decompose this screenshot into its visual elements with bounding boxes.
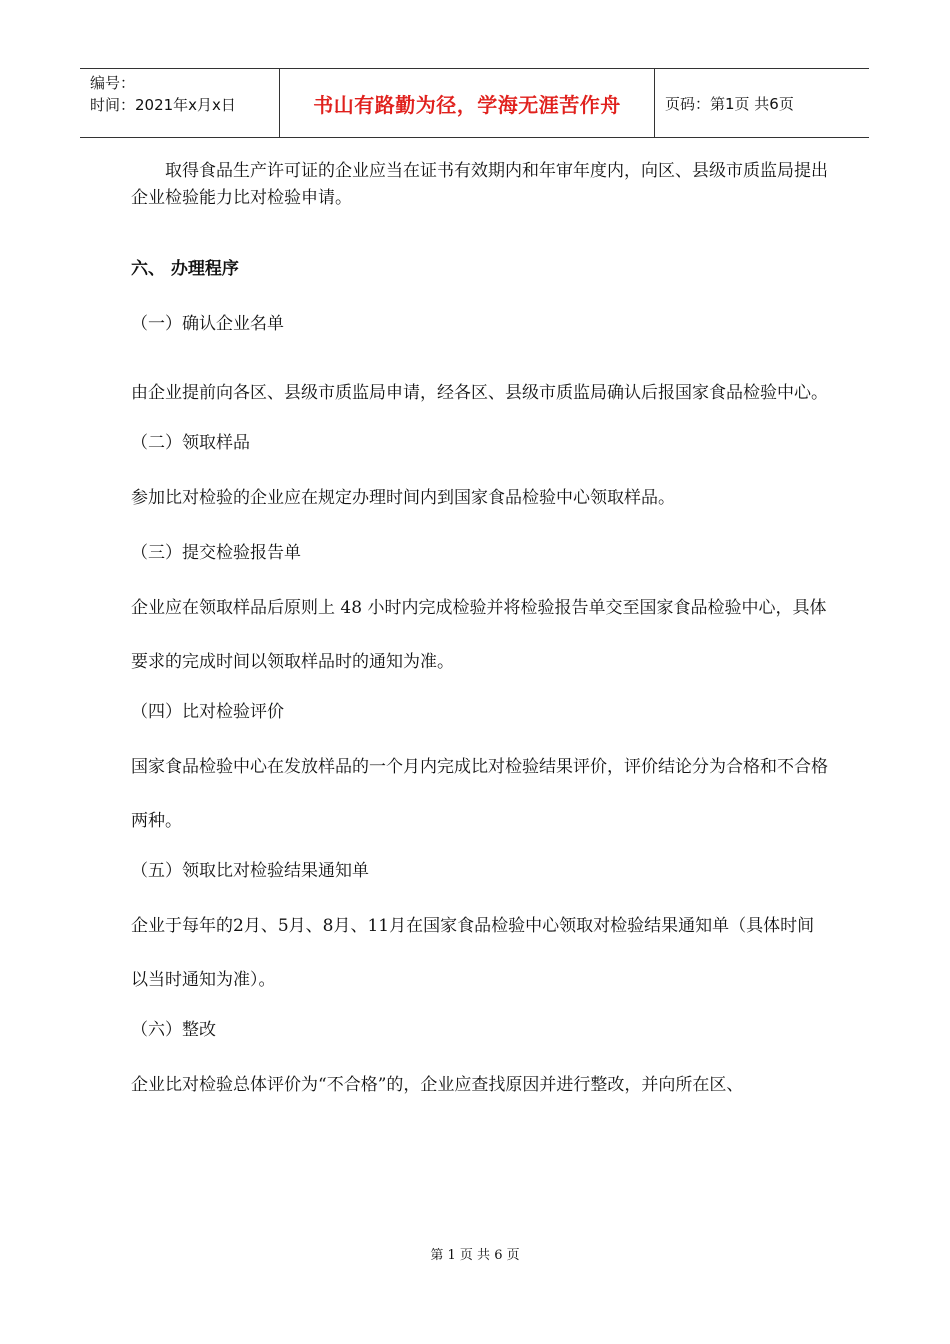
subsection-title: （四）比对检验评价 bbox=[131, 702, 284, 722]
paragraph: 企业比对检验总体评价为“不合格”的，企业应查找原因并进行整改，并向所在区、 bbox=[131, 1075, 744, 1095]
document-date: 时间：2021年x月x日 bbox=[90, 96, 236, 114]
paragraph: 参加比对检验的企业应在规定办理时间内到国家食品检验中心领取样品。 bbox=[131, 488, 675, 508]
section-title: 六、 办理程序 bbox=[131, 259, 239, 279]
subsection-title: （三）提交检验报告单 bbox=[131, 543, 301, 563]
document-number: 编号： bbox=[90, 74, 136, 92]
page-header bbox=[80, 68, 869, 138]
paragraph: 企业于每年的2月、5月、8月、11月在国家食品检验中心领取对检验结果通知单（具体时间以当时通知为准）。 bbox=[131, 916, 815, 990]
subsection-title: （六）整改 bbox=[131, 1020, 216, 1040]
paragraph: 企业应在领取样品后原则上 48 小时内完成检验并将检验报告单交至国家食品检验中心，具体要求的完成时间以领取样品时的通知为准。 bbox=[131, 598, 827, 672]
intro-paragraph: 取得食品生产许可证的企业应当在证书有效期内和年审年度内，向区、县级市质监局提出企业检验能力比对检验申请。 bbox=[131, 161, 828, 208]
header-page-number: 页码：第1页 共6页 bbox=[665, 94, 794, 113]
paragraph: 国家食品检验中心在发放样品的一个月内完成比对检验结果评价，评价结论分为合格和不合格两种。 bbox=[131, 757, 828, 831]
page-footer: 第 1 页 共 6 页 bbox=[430, 1248, 520, 1263]
subsection-title: （五）领取比对检验结果通知单 bbox=[131, 861, 369, 881]
header-motto: 书山有路勤为径，学海无涯苦作舟 bbox=[280, 69, 655, 137]
paragraph: 由企业提前向各区、县级市质监局申请，经各区、县级市质监局确认后报国家食品检验中心。 bbox=[131, 383, 828, 403]
subsection-title: （一）确认企业名单 bbox=[131, 314, 284, 334]
subsection-title: （二）领取样品 bbox=[131, 433, 250, 453]
document-body bbox=[131, 144, 831, 1099]
header-meta bbox=[80, 69, 280, 137]
